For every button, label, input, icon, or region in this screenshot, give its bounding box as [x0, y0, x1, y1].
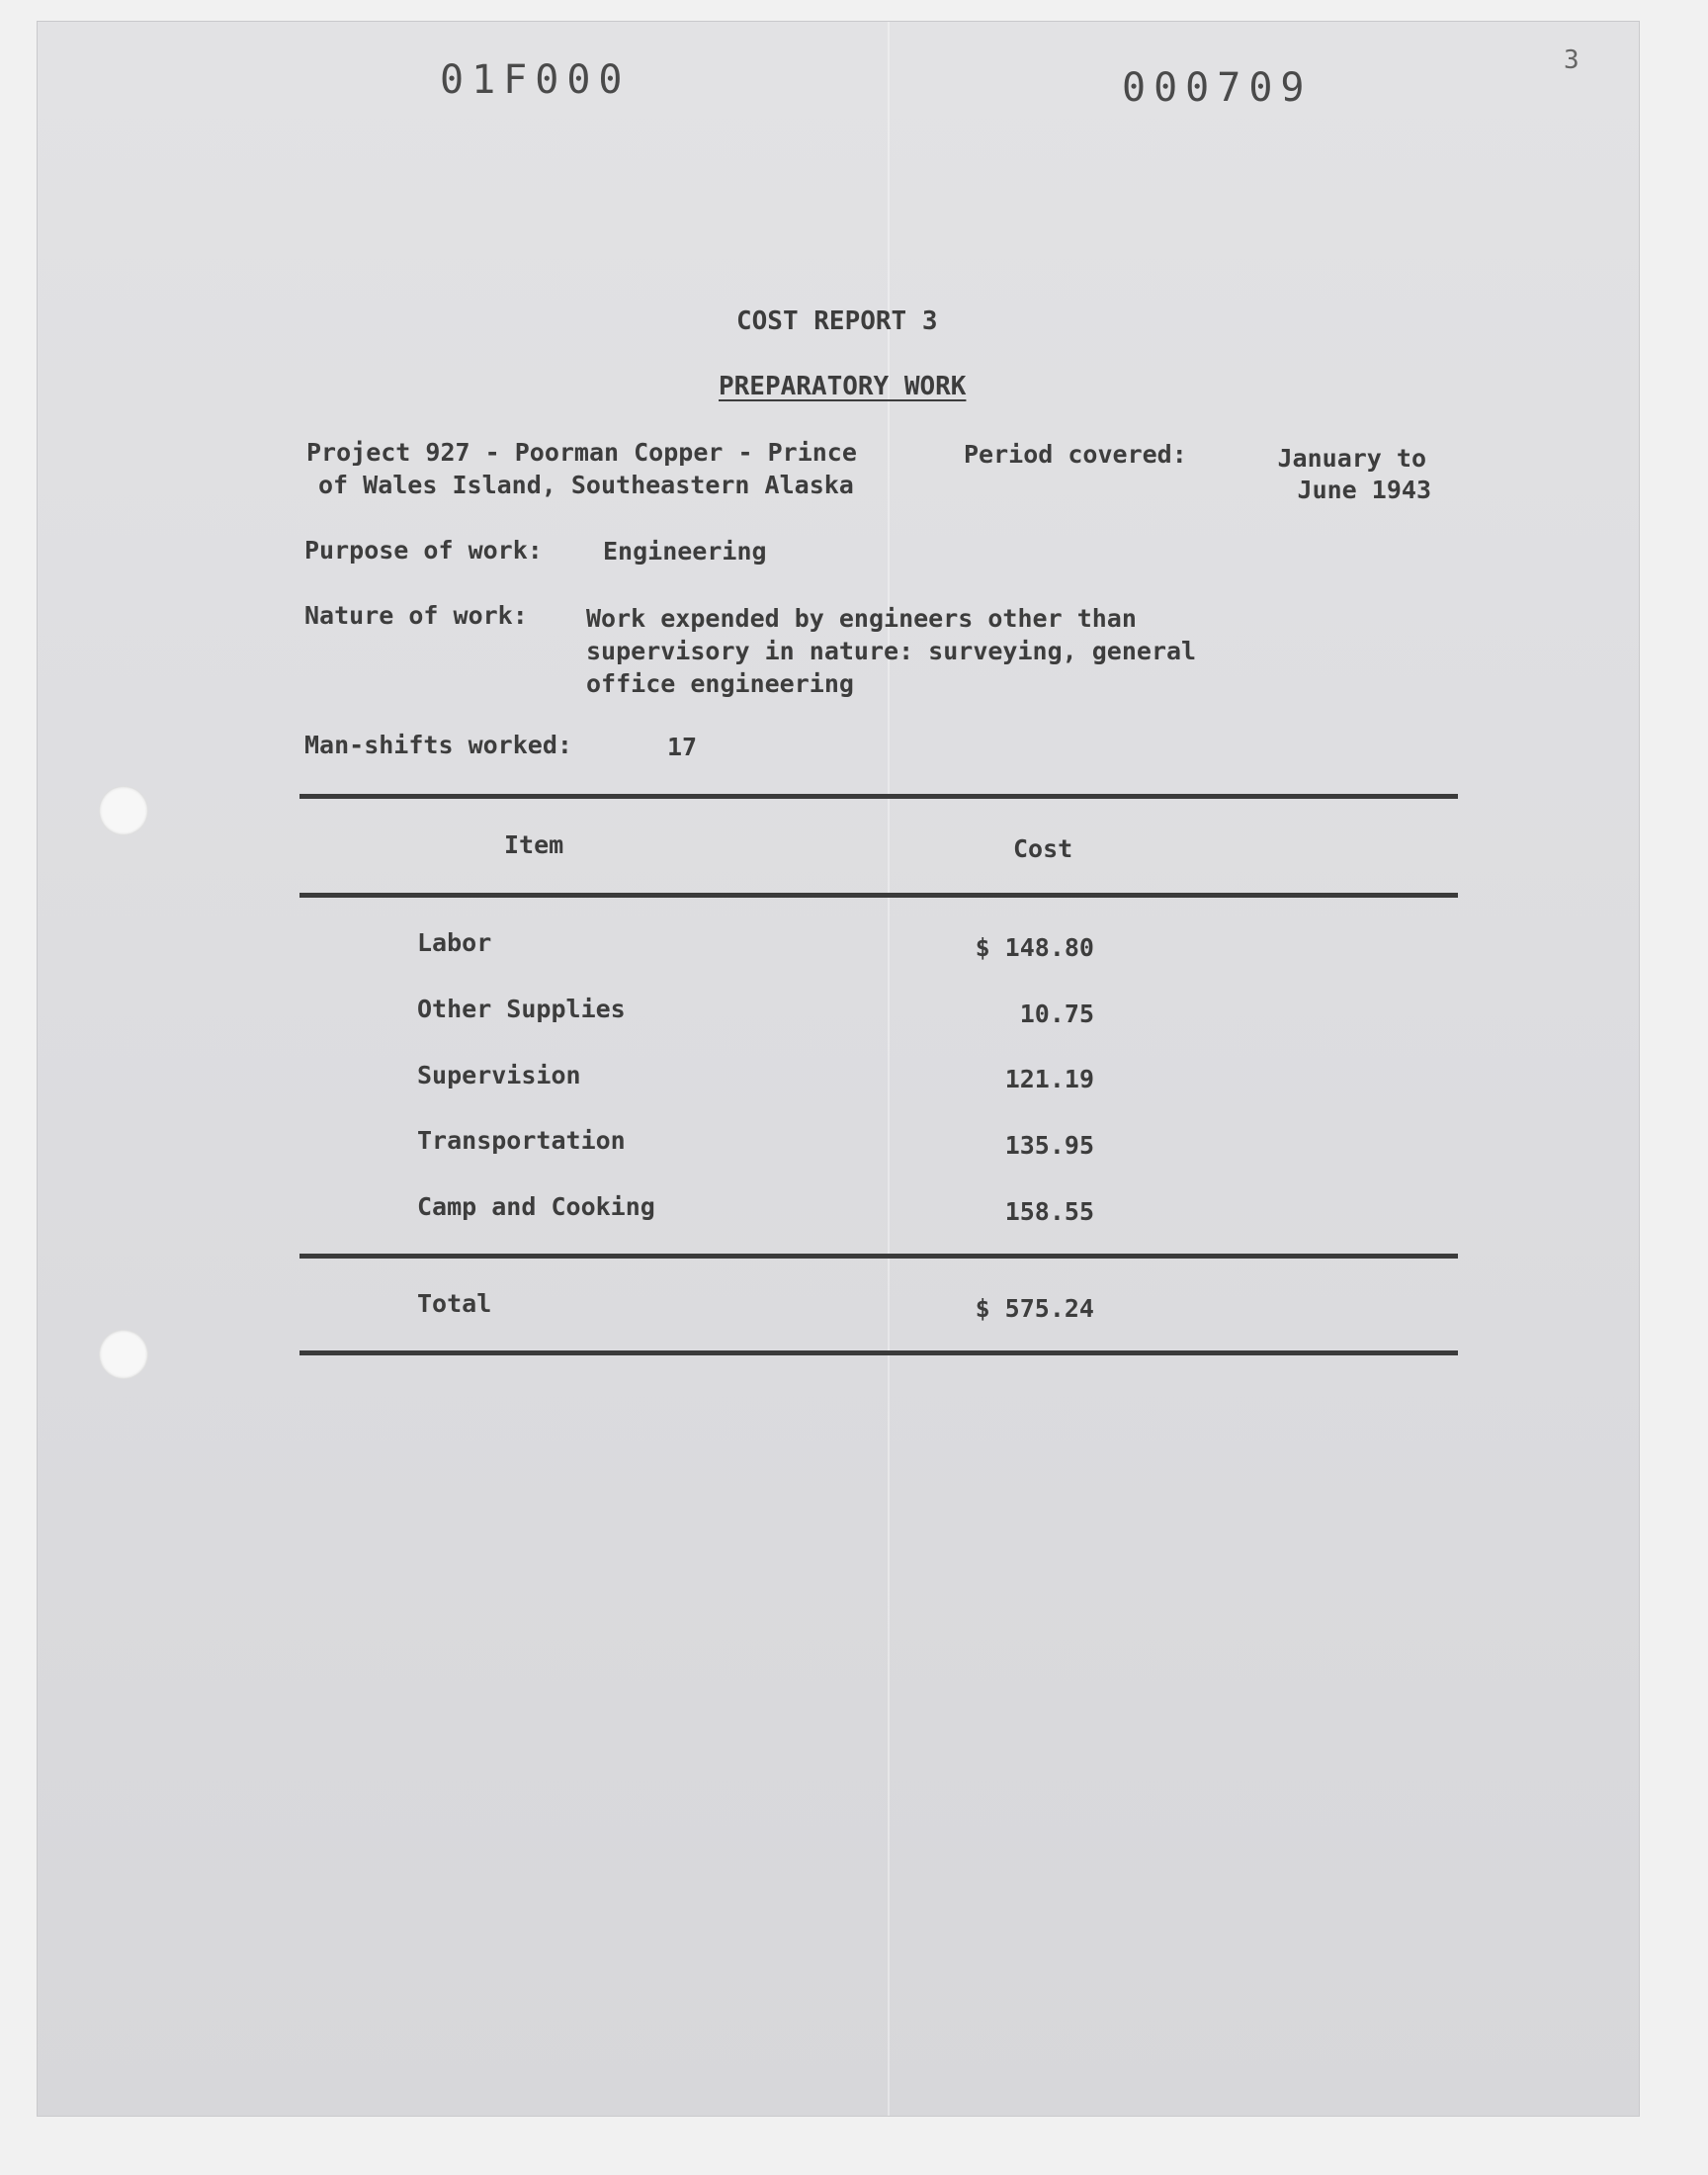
row-cost: 135.95	[1004, 1131, 1094, 1160]
row-item: Camp and Cooking	[417, 1192, 655, 1221]
nature-line-3: office engineering	[586, 669, 854, 698]
total-cost: $ 575.24	[975, 1294, 1094, 1323]
nature-line-2: supervisory in nature: surveying, general	[586, 637, 1197, 665]
punch-hole-top	[99, 786, 148, 835]
report-title: COST REPORT 3	[736, 306, 938, 336]
page-corner-number: 3	[1564, 45, 1580, 75]
nature-label: Nature of work:	[304, 601, 528, 630]
period-line-2: June 1943	[1297, 476, 1431, 504]
punch-hole-bottom	[99, 1330, 148, 1379]
project-line-1: Project 927 - Poorman Copper - Prince	[306, 438, 857, 467]
project-line-2: of Wales Island, Southeastern Alaska	[318, 471, 854, 499]
row-cost: 158.55	[1004, 1197, 1094, 1226]
row-cost: $ 148.80	[975, 933, 1094, 962]
row-cost: 121.19	[1004, 1065, 1094, 1093]
table-total-rule	[299, 1254, 1458, 1259]
row-item: Labor	[417, 928, 492, 957]
purpose-value: Engineering	[603, 537, 767, 566]
row-item: Other Supplies	[417, 995, 626, 1023]
period-line-1: January to	[1277, 444, 1426, 473]
header-cost: Cost	[1013, 834, 1073, 863]
report-subtitle: PREPARATORY WORK	[719, 372, 967, 401]
table-header-rule	[299, 893, 1458, 898]
row-item: Supervision	[417, 1061, 581, 1089]
header-item: Item	[504, 830, 564, 859]
nature-line-1: Work expended by engineers other than	[586, 604, 1137, 633]
purpose-label: Purpose of work:	[304, 536, 543, 565]
stamp-number-left: 01F000	[440, 57, 631, 103]
manshifts-value: 17	[667, 733, 698, 761]
table-top-rule	[299, 794, 1458, 799]
row-cost: 10.75	[1019, 1000, 1094, 1028]
stamp-number-right: 000709	[1122, 65, 1313, 111]
manshifts-label: Man-shifts worked:	[304, 731, 572, 759]
row-item: Transportation	[417, 1126, 626, 1155]
table-bottom-rule	[299, 1350, 1458, 1355]
period-label: Period covered:	[964, 440, 1187, 469]
total-label: Total	[417, 1289, 492, 1318]
